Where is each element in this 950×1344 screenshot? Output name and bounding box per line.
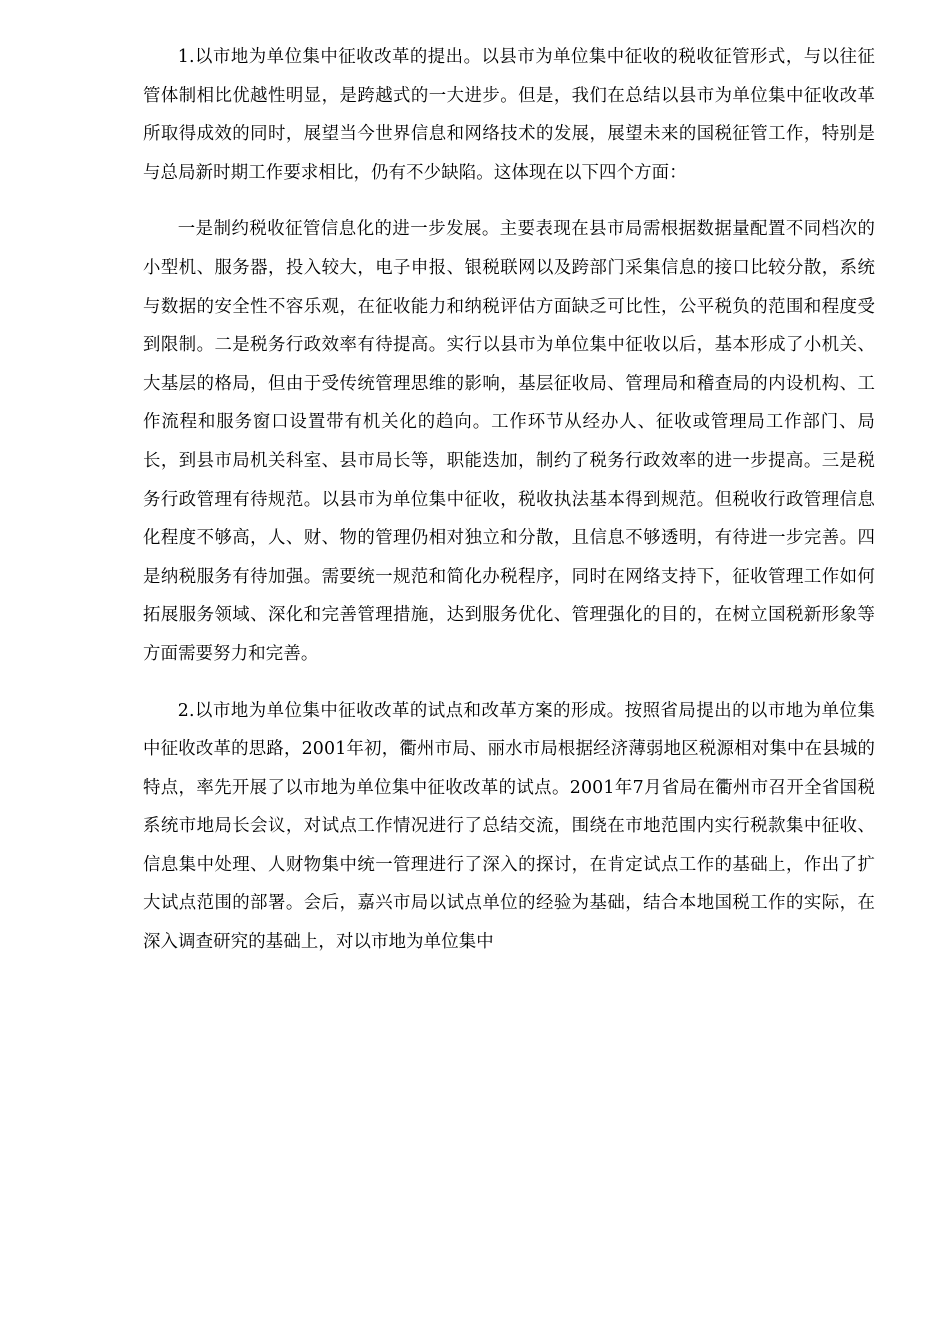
paragraph-pilot-and-plan: 2.以市地为单位集中征收改革的试点和改革方案的形成。按照省局提出的以市地为单位集中征收改革的思路，2001年初，衢州市局、丽水市局根据经济薄弱地区税源相对集中在县城的特点，率先开展了以市地为单位集中征收改革的试点。2001年7月省局在衢州市召开全省国税系统市地局长会议，对试点工作情况进行了总结交流，围绕在市地范围内实行税款集中征收、信息集中处理、人财物集中统一管理进行了深入的探讨，在肯定试点工作的基础上，作出了扩大试点范围的部署。会后，嘉兴市局以试点单位的经验为基础，结合本地国税工作的实际，在深入调查研究的基础上，对以市地为单位集中 [143,700,875,953]
document-body [143,38,875,962]
paragraph-four-shortcomings: 一是制约税收征管信息化的进一步发展。主要表现在县市局需根据数据量配置不同档次的小型机、服务器，投入较大，电子申报、银税联网以及跨部门采集信息的接口比较分散，系统与数据的安全性不容乐观，在征收能力和纳税评估方面缺乏可比性，公平税负的范围和程度受到限制。二是税务行政效率有待提高。实行以县市为单位集中征收以后，基本形成了小机关、大基层的格局，但由于受传统管理思维的影响，基层征收局、管理局和稽查局的内设机构、工作流程和服务窗口设置带有机关化的趋向。工作环节从经办人、征收或管理局工作部门、局长，到县市局机关科室、县市局长等，职能迭加，制约了税务行政效率的进一步提高。三是税务行政管理有待规范。以县市为单位集中征收，税收执法基本得到规范。但税收行政管理信息化程度不够高，人、财、物的管理仍相对独立和分散，且信息不够透明，有待进一步完善。四是纳税服务有待加强。需要统一规范和简化办税程序，同时在网络支持下，征收管理工作如何拓展服务领域、深化和完善管理措施，达到服务优化、管理强化的目的，在树立国税新形象等方面需要努力和完善。 [143,219,875,664]
paragraph-reform-proposal: 1.以市地为单位集中征收改革的提出。以县市为单位集中征收的税收征管形式，与以往征管体制相比优越性明显，是跨越式的一大进步。但是，我们在总结以县市为单位集中征收改革所取得成效的同时，展望当今世界信息和网络技术的发展，展望未来的国税征管工作，特别是与总局新时期工作要求相比，仍有不少缺陷。这体现在以下四个方面： [143,47,875,183]
